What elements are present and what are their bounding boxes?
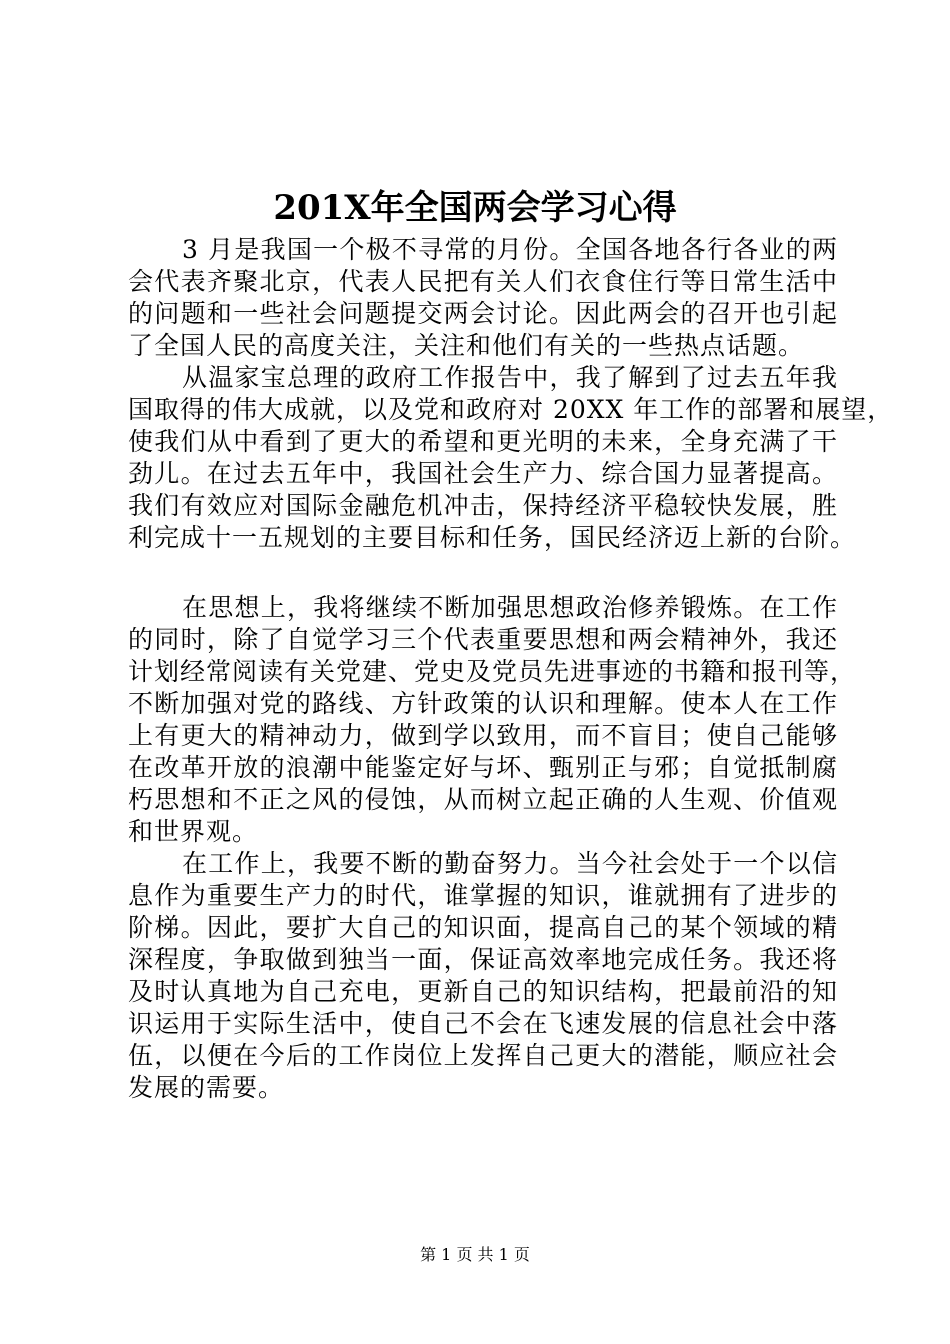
paragraph-line: 从温家宝总理的政府工作报告中，我了解到了过去五年我 — [182, 363, 838, 392]
paragraph-line: 阶梯。因此，要扩大自己的知识面，提高自己的某个领域的精 — [128, 913, 838, 942]
paragraph — [128, 362, 894, 554]
document-title: 201X年全国两会学习心得 — [273, 188, 677, 228]
paragraph-line: 和世界观。 — [128, 817, 259, 846]
paragraph-line: 了全国人民的高度关注，关注和他们有关的一些热点话题。 — [128, 331, 805, 360]
paragraph-line: 在思想上，我将继续不断加强思想政治修养锻炼。在工作 — [182, 593, 838, 622]
paragraph-line: 识运用于实际生活中，使自己不会在飞速发展的信息社会中落 — [128, 1009, 838, 1038]
paragraph-line: 会代表齐聚北京，代表人民把有关人们衣食住行等日常生活中 — [128, 267, 838, 296]
paragraph — [128, 848, 838, 1104]
paragraph-line: 劲儿。在过去五年中，我国社会生产力、综合国力显著提高。 — [128, 459, 838, 488]
paragraph-line: 上有更大的精神动力，做到学以致用，而不盲目；使自己能够 — [128, 721, 838, 750]
paragraph-line: 3 月是我国一个极不寻常的月份。全国各地各行各业的两 — [182, 235, 838, 264]
document-body — [128, 234, 894, 1104]
paragraph-line: 不断加强对党的路线、方针政策的认识和理解。使本人在工作 — [128, 689, 838, 718]
paragraph-line: 朽思想和不正之风的侵蚀，从而树立起正确的人生观、价值观 — [128, 785, 838, 814]
paragraph-line: 在工作上，我要不断的勤奋努力。当今社会处于一个以信 — [182, 849, 838, 878]
paragraph-line: 计划经常阅读有关党建、党史及党员先进事迹的书籍和报刊等， — [128, 657, 857, 686]
page-footer: 第 1 页 共 1 页 — [420, 1245, 530, 1264]
paragraph-line: 利完成十一五规划的主要目标和任务，国民经济迈上新的台阶。 — [128, 523, 857, 552]
paragraph — [128, 234, 838, 362]
paragraph-line: 深程度，争取做到独当一面，保证高效率地完成任务。我还将 — [128, 945, 838, 974]
paragraph-line: 发展的需要。 — [128, 1073, 285, 1102]
paragraph-line: 使我们从中看到了更大的希望和更光明的未来，全身充满了干 — [128, 427, 838, 456]
paragraph-line: 的同时，除了自觉学习三个代表重要思想和两会精神外，我还 — [128, 625, 838, 654]
paragraph-gap — [128, 554, 838, 592]
paragraph-line: 伍，以便在今后的工作岗位上发挥自己更大的潜能，顺应社会 — [128, 1041, 838, 1070]
paragraph-line: 我们有效应对国际金融危机冲击，保持经济平稳较快发展，胜 — [128, 491, 838, 520]
paragraph-line: 及时认真地为自己充电，更新自己的知识结构，把最前沿的知 — [128, 977, 838, 1006]
paragraph — [128, 592, 857, 848]
paragraph-line: 在改革开放的浪潮中能鉴定好与坏、甄别正与邪；自觉抵制腐 — [128, 753, 838, 782]
paragraph-line: 息作为重要生产力的时代，谁掌握的知识，谁就拥有了进步的 — [128, 881, 838, 910]
paragraph-line: 国取得的伟大成就，以及党和政府对 20XX 年工作的部署和展望， — [128, 395, 894, 424]
paragraph-line: 的问题和一些社会问题提交两会讨论。因此两会的召开也引起 — [128, 299, 838, 328]
